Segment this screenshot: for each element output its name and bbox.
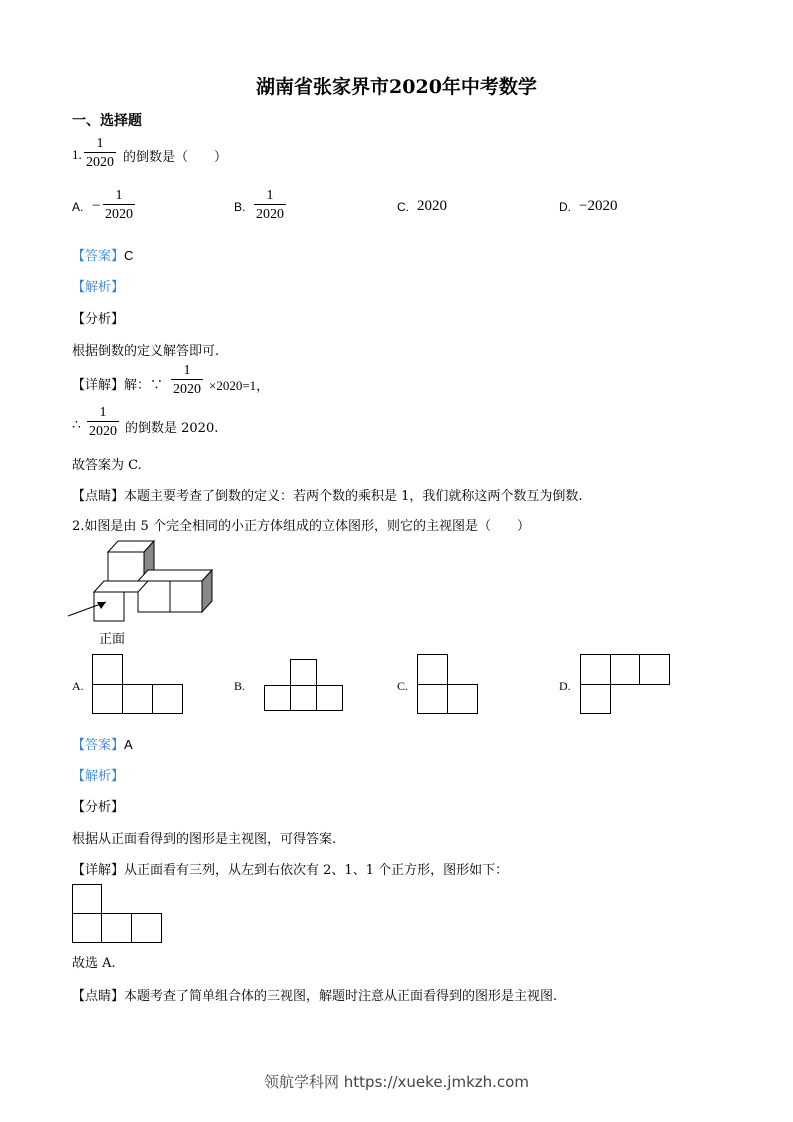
q1-answer-tag: 【答案】 xyxy=(72,249,125,264)
q2-option-b-figure[interactable] xyxy=(264,659,344,712)
q2-fenxi-text: 根据从正面看得到的图形是主视图，可得答案. xyxy=(72,832,337,847)
q1-frac-num: 1 xyxy=(96,136,104,151)
q2-answer-tag: 【答案】 xyxy=(72,738,125,753)
q1-answer-value: C xyxy=(124,248,134,263)
q2-option-c-figure[interactable] xyxy=(417,654,479,715)
q1-option-a-num: 1 xyxy=(115,188,123,203)
q1-option-a-sign: − xyxy=(92,198,101,214)
q2-option-d-label[interactable]: D. xyxy=(559,679,571,693)
q2-comment xyxy=(72,985,557,1004)
q1-fraction xyxy=(84,136,116,171)
q2-option-c-label[interactable]: C. xyxy=(397,679,409,693)
q1-answer xyxy=(72,245,133,264)
q2-option-a-figure[interactable] xyxy=(92,654,184,715)
q1-detail-den: 2020 xyxy=(171,379,203,398)
q1-stem: 的倒数是（ ） xyxy=(123,150,228,165)
q1-option-a-den: 2020 xyxy=(103,204,135,223)
q1-option-b-fraction xyxy=(254,188,286,223)
q1-number: 1. xyxy=(72,147,82,162)
page-title: 湖南省张家界市2020年中考数学 xyxy=(256,76,537,98)
front-label: 正面 xyxy=(99,631,126,646)
q1-therefore-fraction xyxy=(87,405,119,440)
q1-therefore-den: 2020 xyxy=(87,421,119,440)
q1-option-d-value: −2020 xyxy=(579,198,618,214)
q1-fenxi-tag: 【分析】 xyxy=(72,312,125,327)
q1-therefore-num: 1 xyxy=(99,405,107,420)
q1-detail-prefix: 解：∵ xyxy=(124,378,164,393)
q2-answer-figure xyxy=(72,884,164,944)
q2-jiexi-tag: 【解析】 xyxy=(72,769,125,784)
q1-option-a-label: A. xyxy=(72,200,84,214)
q1-therefore-suffix: 的倒数是 2020. xyxy=(125,421,219,436)
section-heading: 一、选择题 xyxy=(72,113,142,129)
q2-answer-value: A xyxy=(124,737,133,752)
q1-option-b-num: 1 xyxy=(266,188,274,203)
q1-detail-tag: 【详解】 xyxy=(72,378,125,393)
q2-detail-tag: 【详解】 xyxy=(72,863,125,878)
q1-detail-fraction xyxy=(171,363,203,398)
q1-frac-den: 2020 xyxy=(84,152,116,171)
q2-detail xyxy=(72,859,508,878)
q1-detail-num: 1 xyxy=(183,363,191,378)
q1-option-a-fraction xyxy=(103,188,135,223)
q2-stem: 2.如图是由 5 个完全相同的小正方体组成的立体图形，则它的主视图是（ ） xyxy=(72,519,530,534)
q2-comment-text: 本题考查了简单组合体的三视图，解题时注意从正面看得到的图形是主视图. xyxy=(124,989,558,1004)
footer-watermark: 领航学科网 https://xueke.jmkzh.com xyxy=(264,1073,529,1091)
q1-conclusion: 故答案为 C. xyxy=(72,458,142,473)
q2-detail-text: 从正面看有三列，从左到右依次有 2、1、1 个正方形，图形如下： xyxy=(124,863,509,878)
q2-fenxi-tag: 【分析】 xyxy=(72,800,125,815)
q2-conclusion: 故选 A. xyxy=(72,956,116,971)
q1-therefore: ∴ xyxy=(72,417,81,433)
q2-option-a-label[interactable]: A. xyxy=(72,679,84,693)
q2-option-d-figure[interactable] xyxy=(580,654,671,715)
q1-comment-tag: 【点睛】 xyxy=(72,489,125,504)
q1-option-c-value: 2020 xyxy=(417,198,447,214)
q2-comment-tag: 【点睛】 xyxy=(72,989,125,1004)
q2-answer xyxy=(72,734,133,753)
q1-option-b-label: B. xyxy=(234,200,246,214)
q1-option-c-label: C. xyxy=(397,200,409,214)
q1-option-d-label: D. xyxy=(559,200,571,214)
q1-jiexi-tag: 【解析】 xyxy=(72,280,125,295)
q2-option-b-label[interactable]: B. xyxy=(234,679,246,693)
q1-detail-line xyxy=(72,374,163,393)
q1-option-b-den: 2020 xyxy=(254,204,286,223)
q1-fenxi-text: 根据倒数的定义解答即可. xyxy=(72,344,220,359)
q2-solid-figure xyxy=(64,536,224,636)
q1-comment xyxy=(72,485,583,504)
q1-detail-suffix: ×2020=1， xyxy=(209,378,270,393)
q1-comment-text: 本题主要考查了倒数的定义：若两个数的乘积是 1，我们就称这两个数互为倒数. xyxy=(124,489,583,504)
